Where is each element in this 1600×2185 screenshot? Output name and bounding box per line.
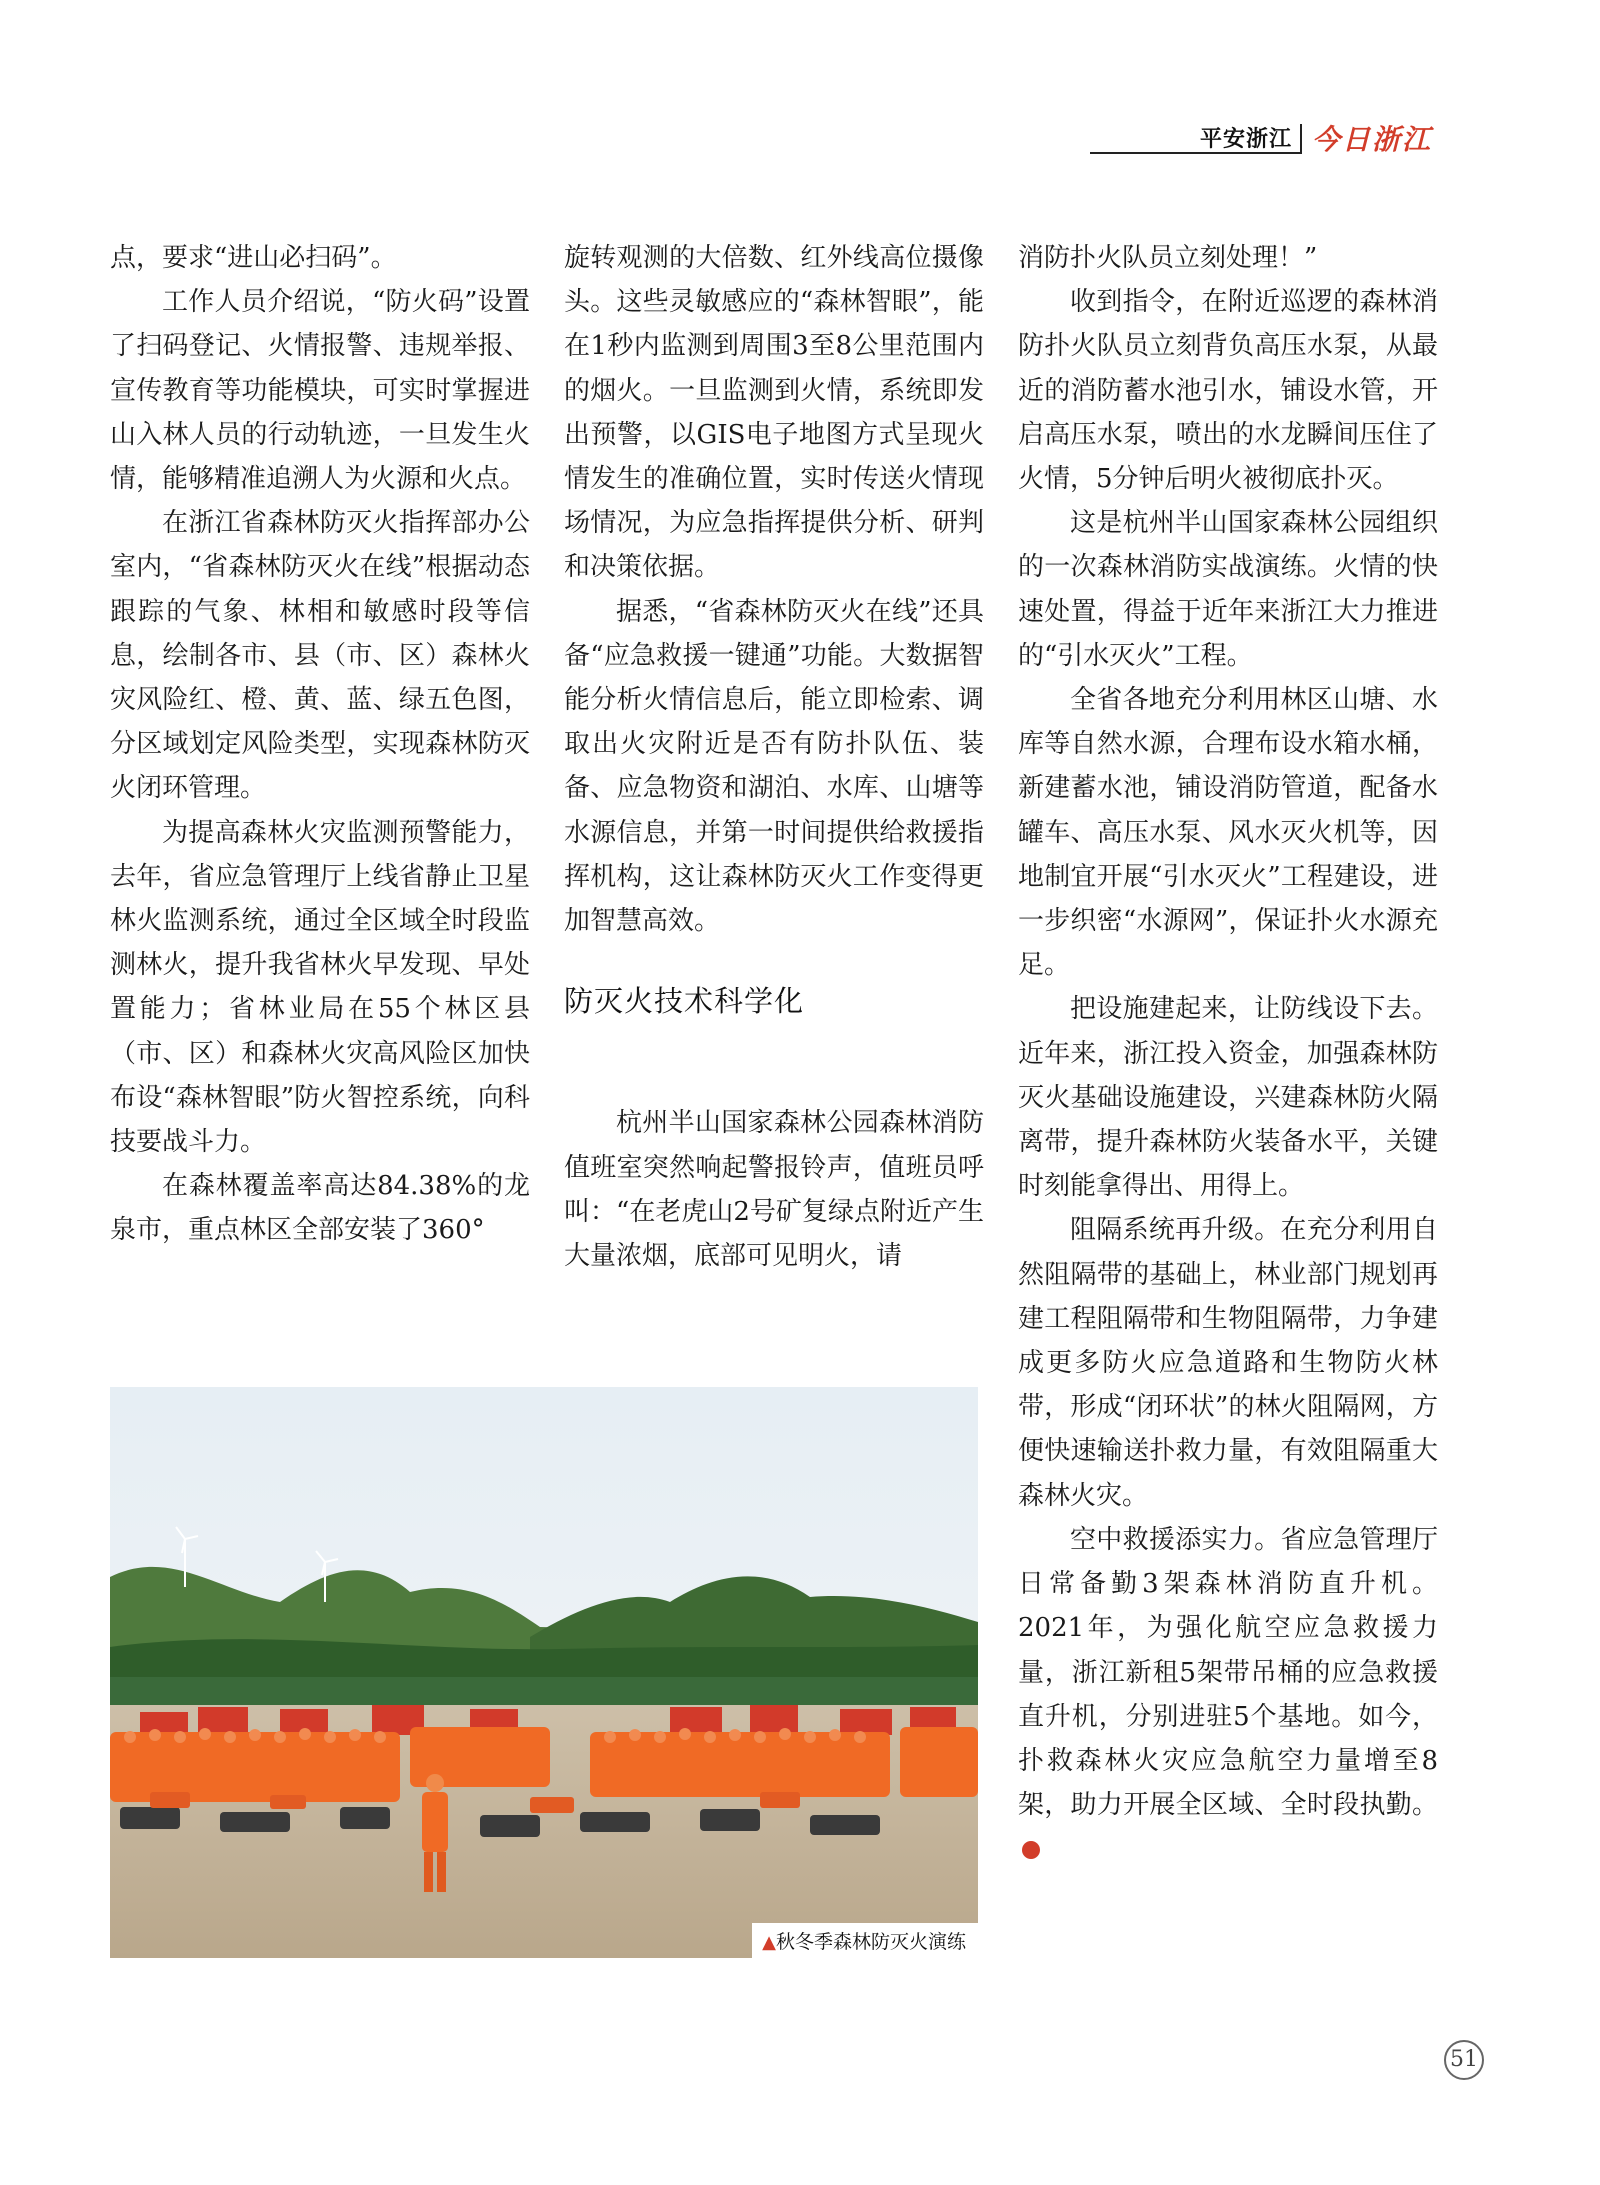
paragraph: 在森林覆盖率高达84.38%的龙泉市，重点林区全部安装了360°	[110, 1171, 530, 1246]
paragraph: 工作人员介绍说，“防火码”设置了扫码登记、火情报警、违规举报、宣传教育等功能模块，可实时掌握进山入林人员的行动轨迹，一旦发生火情，能够精准追溯人为火源和火点。	[110, 287, 530, 495]
paragraph: 消防扑火队员立刻处理！”	[1018, 243, 1318, 273]
end-mark-icon	[1022, 1841, 1040, 1859]
paragraph: 为提高森林火灾监测预警能力，去年，省应急管理厅上线省静止卫星林火监测系统，通过全区域全时段监测林火，提升我省林火早发现、早处置能力；省林业局在55个林区县（市、区）和森林火灾高风险区加快布设“森林智眼”防火智控系统，向科技要战斗力。	[110, 817, 530, 1158]
header-section-title: 平安浙江	[1200, 127, 1293, 152]
photo-caption	[752, 1923, 978, 1958]
paragraph: 旋转观测的大倍数、红外线高位摄像头。这些灵敏感应的“森林智眼”，能在1秒内监测到周围3至8公里范围内的烟火。一旦监测到火情，系统即发出预警，以GIS电子地图方式呈现火情发生的准确位置，实时传送火情现场情况，为应急指挥提供分析、研判和决策依据。	[564, 243, 984, 583]
paragraph	[1018, 1518, 1438, 1872]
column-1	[110, 236, 530, 1253]
paragraph: 阻隔系统再升级。在充分利用自然阻隔带的基础上，林业部门规划再建工程阻隔带和生物阻隔带，力争建成更多防火应急道路和生物防火林带，形成“闭环状”的林火阻隔网，方便快速输送扑救力量，有效阻隔重大森林火灾。	[1018, 1215, 1438, 1511]
paragraph: 把设施建起来，让防线设下去。近年来，浙江投入资金，加强森林防灭火基础设施建设，兴建森林防火隔离带，提升森林防火装备水平，关键时刻能拿得出、用得上。	[1018, 994, 1438, 1202]
caption-triangle-icon: ▲	[762, 1932, 776, 1953]
drill-photo	[110, 1387, 978, 1958]
page-header	[1090, 122, 1440, 162]
header-divider	[1300, 124, 1302, 154]
paragraph: 全省各地充分利用林区山塘、水库等自然水源，合理布设水箱水桶，新建蓄水池，铺设消防管道，配备水罐车、高压水泵、风水灭火机等，因地制宜开展“引水灭火”工程建设，进一步织密“水源网”，保证扑火水源充足。	[1018, 685, 1438, 981]
paragraph: 收到指令，在附近巡逻的森林消防扑火队员立刻背负高压水泵，从最近的消防蓄水池引水，铺设水管，开启高压水泵，喷出的水龙瞬间压住了火情，5分钟后明火被彻底扑灭。	[1018, 287, 1438, 495]
column-3	[1018, 236, 1438, 1872]
page-number: 51	[1444, 2040, 1484, 2080]
paragraph: 据悉，“省森林防灭火在线”还具备“应急救援一键通”功能。大数据智能分析火情信息后，能立即检索、调取出火灾附近是否有防扑队伍、装备、应急物资和湖泊、水库、山塘等水源信息，并第一时间提供给救援指挥机构，这让森林防灭火工作变得更加智慧高效。	[564, 596, 984, 937]
paragraph-text: 空中救援添实力。省应急管理厅日常备勤3架森林消防直升机。2021年，为强化航空应急救援力量，浙江新租5架带吊桶的应急救援直升机，分别进驻5个基地。如今，扑救森林火灾应急航空力量增至8架，助力开展全区域、全时段执勤。	[1018, 1524, 1438, 1821]
caption-text: 秋冬季森林防灭火演练	[775, 1931, 966, 1953]
paragraph: 点，要求“进山必扫码”。	[110, 243, 397, 273]
paragraph: 这是杭州半山国家森林公园组织的一次森林消防实战演练。火情的快速处置，得益于近年来浙江大力推进的“引水灭火”工程。	[1018, 508, 1438, 671]
paragraph: 在浙江省森林防灭火指挥部办公室内，“省森林防灭火在线”根据动态跟踪的气象、林相和敏感时段等信息，绘制各市、县（市、区）森林火灾风险红、橙、黄、蓝、绿五色图，分区域划定风险类型，实现森林防灭火闭环管理。	[110, 508, 530, 804]
column-2	[564, 236, 984, 1278]
paragraph: 杭州半山国家森林公园森林消防值班室突然响起警报铃声，值班员呼叫：“在老虎山2号矿复绿点附近产生大量浓烟，底部可见明火，请	[564, 1108, 984, 1272]
header-brand-logo: 今日浙江	[1312, 123, 1433, 156]
drill-photo-illustration	[110, 1387, 978, 1958]
section-heading: 防灭火技术科学化	[564, 984, 805, 1019]
